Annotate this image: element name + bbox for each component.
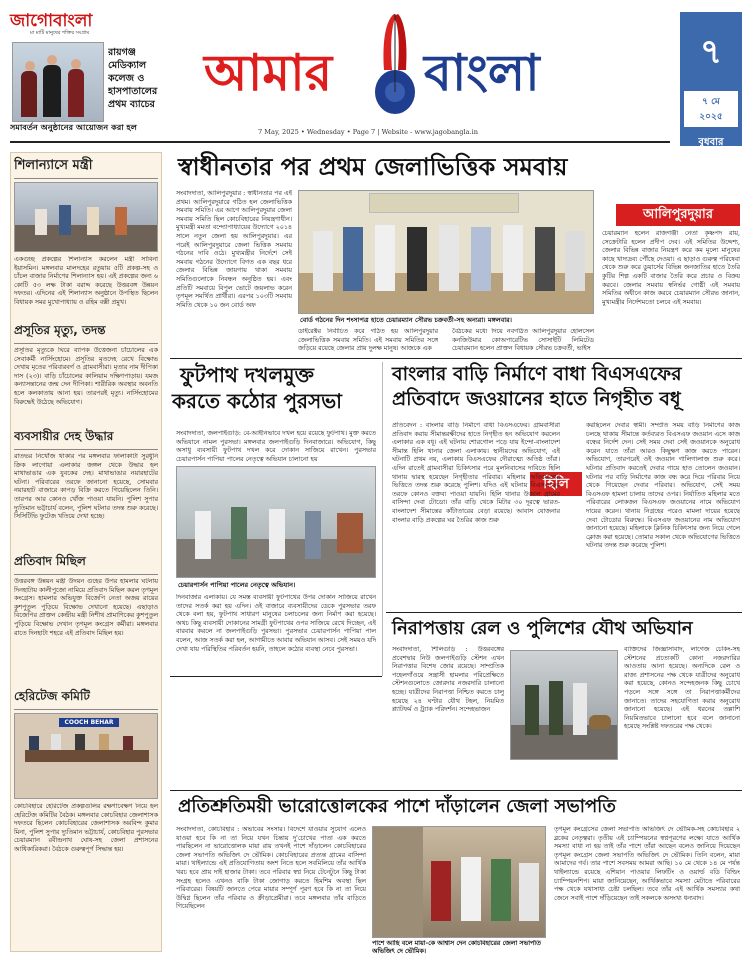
- page-number: ৭: [699, 32, 723, 72]
- story-column: ডাইরেক্টর নির্বাচিত করে গঠিত হয় আলিপুরদুয়ার জেলাভিত্তিক সমবায় সমিতি। এই সমবায় সমিতির সঙ্গে জড়িয়ে রয়েছে জেলার প্রায় দুলক্ষ মানুষ। আজকে এক: [298, 328, 438, 353]
- story-column: সংবাদদাতা, আলিপুরদুয়ার : স্বাধীনতার পর এই প্রথম। আলিপুরদুয়ারে গঠিত হল জেলাভিত্তিক সমবায় সমিতি। এর আগে আলিপুরদুয়ার জেলা সমবায় সমিতি ছিল কোচবিহারের নিয়ন্ত্রণাধীন। মুখ্যমন্ত্রী মমতা বন্দ্যোপাধ্যায়ের উদ্যোগে ২০১৪ সালে নতুন জেলা হয় আলিপুরদুয়ার। এর পরেই আলিপুরদুয়ারে জেলা ভিত্তিক সমবায় গঠনের দাবি ওঠে। মুখ্যমন্ত্রীর নির্দেশে সেই সমবায় গঠনের উদ্যোগে বিগত এক বছর ধরে জেলার বিভিন্ন জায়গায় থাকা সমবায় সমিতিগুলোকে নিবন্ধন অনুষ্ঠিত হয়। এবং প্রতিটি সমবায়ে বিপুল ভোটে জয়লাভ করেন তৃণমূল সমর্থিত প্রার্থীরা। এরপর ১০৩টি সমবায় সমিতি থেকে ১০ জন বোর্ড অফ: [176, 190, 292, 309]
- weekday: বুধবার: [698, 137, 724, 148]
- photo-caption: পাশে আছি বলে মায়া-কে আশ্বাস দেন কোচবিহারের জেলা সভাপতি অভিজিৎ দে ভৌমিক।: [372, 940, 541, 955]
- convocation-photo: [12, 42, 104, 122]
- photo-caption: চেয়ারপার্সন পাপিয়া পালের নেতৃত্বে অভিযান।: [178, 581, 296, 589]
- story-headline: করতে কঠোর পুরসভা: [172, 389, 342, 413]
- brief-foundation[interactable]: [14, 156, 158, 333]
- corner-brand: জাগোবাংলা: [10, 11, 93, 31]
- brief-protest-march[interactable]: [14, 553, 158, 698]
- story-headline: স্বাধীনতার পর প্রথম জেলাভিত্তিক সমবায়: [178, 153, 568, 181]
- story-footpath[interactable]: [170, 362, 378, 653]
- story-headline: নিরাপত্তায় রেল ও পুলিশের যৌথ অভিযান: [392, 618, 693, 639]
- story-column: বৈঠকের মধ্যে দিয়ে নবগঠিত আলিপুরদুয়ার হোলসেল কনজিউমার কোঅপারেটিভ সোসাইটি লিমিটেড চেয়ারম্যান হলেন প্রাক্তন বিধায়ক সৌরভ চক্রবর্তী, ভাইস: [452, 328, 594, 353]
- brief-title: শিলান্যাসে মন্ত্রী: [14, 156, 158, 179]
- story-column: তৃণমূল কংগ্রেসের জেলা সভাপতি অভিজিৎ দে ভৌমিক-সহ কোচবিহার ২ ব্লকের নেতৃত্বরা। তৃতীয় এই চ্যাম্পিয়নের স্বপ্নপূরণের লক্ষ্যে যাতে আর্থিক সমস্যা বাধা না হয় তাই তাঁর পাশে তাঁরা আছেন বলেও জানিয়ে দিয়েছেন তৃণমূল কংগ্রেস জেলা সভাপতি অভিজিৎ দে ভৌমিক। তিনি বলেন, মায়া আমাদের গর্ব। তার পাশে সবসময় আমরা আছি। ১০ মে থেকে ১৪ মে পর্যন্ত থাইল্যান্ডে রয়েছে এশিয়ান পাওয়ার লিফটিং ও ওয়ার্ল্ড বডি বিল্ডিং চ্যাম্পিয়নশিপ। মায়া জানিয়েছেন, আর্থিকভাবে সমস্যা মেটাতে পরিবারের পক্ষ থেকে যথাসাধ্য চেষ্টা চলছিল। তবে তাঁর এই আর্থিক সমস্যার কথা জেনে সবাই পাশে দাঁড়িয়েছেন তাই সকলকে অসংখ্য ধন্যবাদ।: [554, 826, 740, 902]
- photo-caption: বোর্ড গঠনের দিন শংসাপত্র হাতে চেয়ারম্যান সৌরভ চক্রবর্তী-সহ অন্যরা। মঙ্গলবার।: [300, 316, 512, 324]
- logo-left: আমার: [204, 44, 333, 102]
- story-column: ব্যক্তিদের জিজ্ঞাসাবাদ, লাগেজ চেকিং-সহ স্টেশনের প্রত্যেকটি কোনা নজরদারির আওতায় আনা হয়েছে। অন্যদিকে রেল ও রাজ্য প্রশাসনের পক্ষ থেকে যাত্রীদের অনুরোধ করা হয়েছে, কোনও সন্দেহজনক কিছু চোখে পড়লে সঙ্গে সঙ্গে তা নিরাপত্তাকর্মীদের জানাতে। তাদের সহযোগিতা করার অনুরোধ জানানো হয়েছে। এই ধরনের তল্লাশি নিয়মিতভাবে চালানো হবে বলে জানানো হয়েছে সংশ্লিষ্ট দফতরের পক্ষ থেকে।: [624, 646, 740, 731]
- story-column: দিনবাজার এলাকায়। যে সমস্ত ব্যবসায়ী ফুটপাথের উপর দোকান সাজিয়ে রাখেন তাদের সতর্ক করা হয় এদিন। ওই বাজারে ব্যবসায়ীদের ডেকে পুরসভার তরফ থেকে বলা হয়, ফুটপাথ সাধারণ মানুষের চলাচলের জন্য নির্মাণ করা হয়েছে। অথচ কিছু ব্যবসায়ী দোকানের সামগ্রী ফুটপাথের ওপর সাজিয়ে রেখে দিচ্ছেন, এই বারবার করলে না জলপাইগুড়ি পুরসভা। পুরসভার চেয়ারপার্সন পাপিয়া পাল বলেন, আজ সতর্ক করা হল, আগামীতে আবার অভিযান আসব। সেই সময়ও যদি দেখা যায় পরিস্থিতির পরিবর্তন হয়নি, তাহলে কঠোর ব্যবস্থা নেবে পুরসভা।: [176, 594, 376, 653]
- dateline: 7 May, 2025 • Wednesday • Page 7 | Website - www.jagobangla.in: [258, 128, 478, 136]
- date-bn: ৭ মে: [702, 97, 720, 107]
- masthead-logo[interactable]: [198, 22, 660, 122]
- story-column: চেয়ারম্যান হলেন রাজগঞ্জী নেতা কৃষ্ণপদ রায়, সেক্রেটারি হলেন প্রদীপ দেব। এই সমিতির উদ্দেশ্য, জেলার বিভিন্ন বাজার নিয়ন্ত্রণ করে কম মূল্যে মানুষের কাছে খাদ্যদ্রব্য পৌঁছে দেওয়া। এ ছাড়াও গুরুত্ব পরিষেবা থেকে শুরু করে ডুয়ার্সের বিভিন্ন জনজাতির হাতে তৈরি কুটির শিল্প একটি বাজার তৈরি করে প্রচার ও বিক্রয় করবে। জেলার সমবায় স্বনির্ভর গোষ্ঠী এই সমবায় সমিতির অধীনে কাজ করবে চেয়ারম্যান সৌরভ জানান, মুখ্যমন্ত্রীর নির্দেশমতো চলবে এই সমবায়।: [602, 230, 740, 306]
- ektara-icon: [370, 10, 420, 122]
- photo-banner: COOCH BEHAR: [59, 718, 119, 727]
- footpath-drive-photo: [176, 466, 376, 578]
- heritage-meeting-photo: [14, 713, 158, 799]
- brief-text: কোচবিহারে হেরিটেজ প্রকল্পগুলির রক্ষণাবেক্ষণ নিয়ে হল হেরিটেজ কমিটির বৈঠক। মঙ্গলবার কোচবিহার জেলাশাসক দফতরে ছিলেন কোচবিহারের জেলাশাসক অরবিন্দ কুমার মিনা, পুলিশ সুপার দ্যুতিমান ভট্টাচার্য, কোচবিহার পুরসভার চেয়ারম্যান রবীন্দ্রনাথ ঘোষ-সহ জেলা প্রশাসনের আধিকারিকরা। বৈঠকে গুরুত্বপূর্ণ সিদ্ধান্ত হয়।: [14, 803, 158, 853]
- story-bsf[interactable]: [386, 362, 742, 610]
- place-tag: হিলি: [530, 472, 582, 496]
- story-column: করছিলেন দেবার স্বামী। সম্প্রতি সময় বাড়ি নির্মাণের কাজ চলছে থাকায় সীমান্তে কর্তব্যরত বিএসএফ জওয়ান এসে কাজ বন্ধের নির্দেশ দেন। সেই সময় দেবা সেই জওয়ানকে অনুরোধ করেন যাতে তাঁরা আরও কিছুক্ষণ কাজ করতে পারেন। অভিযোগ, তারপরেই ওই জওয়ান গালিগালাজ শুরু করে। ঘটনার প্রতিবাদ করতেই দেবার গায়ে হাত তোলেন জওয়ান। ঘটনার পর বাড়ি নির্মাণের কাজ বন্ধ করে দিয়ে পরিবার নিয়ে থেকে গিয়েছেন দেবার পরিবার। অভিযোগ, সেই সময় বিএসএফ হামলা চালায় তাদের ওপর। নির্যাতিত মহিলার মতে পরিবারের লোকজন বিএসএফ জওয়ানের নামে অভিযোগ দায়ের করেন। থানায় নিগ্রহের পরেও মামলা দায়ের হয়েছে দেবা টোডোর বিরুদ্ধে। বিএসএফ জওয়ানের নাম অভিযোগ জানানো হয়েছে। মহিলাকে ক্লিনিক চিকিৎসার জন্য নিয়ে গেলে ক্লোজ করা হয়েছে। তোমার সকাল থেকে অভিযোগের ভিত্তিতে ঘটনার তদন্ত শুরু করেছে পুলিশ।: [586, 422, 740, 550]
- brief-trader-body[interactable]: [14, 428, 158, 565]
- brief-heritage-committee[interactable]: [14, 688, 158, 873]
- story-headline: প্রতিশ্রুতিময়ী ভারোত্তোলকের পাশে দাঁড়ালেন জেলা সভাপতি: [178, 796, 616, 817]
- story-column: সংবাদদাতা, কোচবিহার : অভাবের সংসার। বিদেশে যাওয়ার সুযোগ এলেও যাওয়া হবে কি না তা নিয়ে যখন চিন্তায় দু'চোখের পাতা এক করতে পারছিলেন না ভারোত্তোলক মায়া রায় তখনই পাশে দাঁড়ালেন কোচবিহারের জেলা সভাপতি অভিজিৎ দে ভৌমিক। কোচবিহারের প্রত্যন্ত গ্রামের বাসিন্দা মায়া। থাইল্যান্ডে এই প্রতিযোগিতায় অংশ নিতে হলে সবমিলিয়ে তাঁর আর্থিক খরচ হবে প্রায় দাই হাজার টাকা। তবে পরিবার স্বপ্ন নিয়ে টেনেটুনে কিছু টাকা সংগ্রহ হলেও এখনও বাকি টাকা জোগাড় করতে হিমশিম অবস্থা ছিল পরিবারের। বিষয়টি জানতে পেরে মায়ার সম্পূর্ণ পূরণ হবে কি না তা নিয়ে উদ্বিগ্ন ছিলেন তাঁর পরিবার ও ক্রীড়াপ্রেমীরা। তবে মঙ্গলবার তাঁর বাড়িতে গিয়েছিলেন: [176, 826, 366, 911]
- story-rail-security[interactable]: [386, 616, 742, 788]
- corner-story: রায়গঞ্জ মেডিক্যাল কলেজ ও হাসপাতালের প্রথম ব্যাচের: [108, 47, 158, 110]
- brief-text: উত্তরবঙ্গ উন্নয়ন মন্ত্রী উদয়ন গুহের উপর হামলার ঘটনায় দিনহাটায় কালীপুজো নামিয়ে প্রতিবাদ মিছিল করল তৃণমূল কংগ্রেস। হামলার অভিযুক্ত বিজেপি নেতা অজয় রায়ের কুশপুতুল পুড়িয়ে বিক্ষোভ দেখানো হয়েছে। এছাড়াও বিজেপির প্রাক্তন কেন্দ্রীয় মন্ত্রী নিশীথ প্রামাণিকের কুশপুতুল পুড়িয়ে বিক্ষোভ দেখান তৃণমূল কংগ্রেস কর্মীরা। মঙ্গলবার রাতে দিনহাটা শহরে এই প্রতিবাদ মিছিল হয়।: [14, 578, 158, 637]
- corner-headline[interactable]: সমাবর্তন অনুষ্ঠানের আয়োজন করা হল: [10, 122, 137, 132]
- corner-promo[interactable]: [10, 12, 170, 137]
- brief-text: রাতভর নিখোঁজ থাকার পর মঙ্গলবার ফালাকাটা সুরধুনি ক্রিক লাগোয়া এলাকার জঙ্গল থেকে উদ্ধার হল মাথাভাঙার এক যুবকের দেহ। মাথাভাঙার নয়ারহাটের ঘটনা। পরিবারের তরফে জানানো হয়েছে, সোমবার নয়ারহাট বাজারে কাপড় বিক্রি করতে গিয়েছিলেন তিনি। তারপর আর কোনও খোঁজ পাওয়া যায়নি। পুলিশ সুপার দ্যুতিমান ভট্টাচার্য বলেন, পুলিশ ঘটনার তদন্ত শুরু করেছে। সিসিটিভি ফুটেজ খতিয়ে দেখা হচ্ছে।: [14, 453, 158, 521]
- page-number-box: [680, 12, 742, 146]
- district-tag: আলিপুরদুয়ার: [616, 204, 740, 226]
- brief-title: হেরিটেজ কমিটি: [14, 688, 158, 710]
- rail-patrol-photo: [510, 650, 618, 760]
- story-headline: বাংলার বাড়ি নির্মাণে বাধা বিএসএফের: [392, 363, 682, 385]
- story-column: সংবাদদাতা, জলপাইগুড়ি: বে-আইনিভাবে দখল হয়ে রয়েছে ফুটপাথ। মুক্ত করতে অভিযানে নামল পুরসভা। মঙ্গলবার জলপাইগুড়ি দিনবাজারে। অভিযোগ, কিছু অসাধু ব্যবসায়ী ফুটপাথ দখল করে দোকান সাজিয়ে রাখেন। পুরসভার চেয়ারপার্সন পাপিয়া পালের নেতৃত্বে অভিযান চালানো হয়: [176, 430, 376, 463]
- brief-title: প্রসূতির মৃত্যু, তদন্ত: [14, 322, 158, 344]
- cooperative-board-photo: [298, 190, 594, 314]
- story-headline: ফুটপাথ দখলমুক্ত: [180, 363, 314, 387]
- story-column: সংবাদদাতা, শিলিগুড়ি : উত্তরবঙ্গের প্রবেশদ্বার নিউ জলপাইগুড়ি স্টেশন এখন নিরাপত্তার বিশেষ জোর রয়েছে। সাম্প্রতিক পহেলগাঁওয়ে সন্ত্রাসী হামলার পরিপ্রেক্ষিতে স্টেশনগুলোতে জোরদার নজরদারি চালানো হচ্ছে। যাত্রীদের নিরাপত্তা নিশ্চিত করতে চালু হয়েছে ২৪ ঘণ্টার যৌথ টহল, নিয়মিত প্ল্যাটফর্ম ও ট্র্যাক পরিদর্শন। সন্দেহভাজন: [392, 646, 504, 714]
- story-headline: প্রতিবাদে জওয়ানের হাতে নিগৃহীত বধূ: [392, 388, 681, 410]
- brief-maternal-death[interactable]: [14, 322, 158, 441]
- brief-text: প্রসূতির মৃত্যুকে ঘিরে ব্যাপক উত্তেজনা চাঁচোলের এক সেবাকর্মী নার্সিংহোমে। প্রসূতির মৃতদেহ রেখে বিক্ষোভ দেখায় মৃতের পরিবারবর্গ ও গ্রামবাসীরা। মৃতার নাম দীপিকা দাস (২৩)। বাড়ি চাঁচোলের কালিয়াম দক্ষিণপাড়ায়। যমজ কন্যাসন্তানের জন্ম দেন দীপিকা। শারীরিক অবস্থার অবনতি হলে কলকাতায় আনা হয়। তারপরই মৃত্যু। নার্সিংহোমের বিরুদ্ধেই উঠেছে অভিযোগ।: [14, 347, 158, 406]
- story-column: প্রতিবেদন : বাংলার বাড়ি নির্মাণে বাধা বিএসএফের। গ্রামবাসীরা প্রতিবাদ করায় সীমান্তরক্ষীদের হাতে নিগৃহীত হন অভিযোগ করলেন এলাকার এক বধূ। এই ঘটনায় শোরগোল পড়ে যায় ইন্দো-বাংলাদেশ সীমান্ত হিলি থানার জেলা এলাকায়। স্থানীয়দের অভিযোগ, এই ঘটনাটি প্রথম নয়, এলাকায় বিএসএফের দৌরাত্ম্যে অতিষ্ঠ তাঁরা। এদিন রাতেই গ্রামবাসীরা চিকিৎসার পরে মূলনিবাসের দাবিতে হিলি থানায় দ্বারস্থ হয়েছেন নিগৃহীতার পরিবার। মহিলার অভিযোগের ভিত্তিতে তদন্ত শুরু করেছে পুলিশ। যদিও এই ঘটনায় বিএসএফের তরফে কোনও বক্তব্য পাওয়া যায়নি। হিলি থানার উজাল গ্রামের বাসিন্দা দেবা টোডো। তাঁর বাড়ি থেকে মিটার ৩০ দূরত্বে ভারত-বাংলাদেশ সীমান্তের কাঁটাতারের বেড়া রয়েছে। আবাস যোজনার বাংলার বাড়ি প্রকল্পের ঘর তৈরির কাজ শুরু: [392, 422, 560, 524]
- story-weightlifter[interactable]: [170, 792, 742, 954]
- foundation-photo: [14, 182, 158, 252]
- corner-tagline: মা মাটি মানুষের শক্তির সংগ্রাম: [30, 30, 90, 36]
- story-cooperative[interactable]: [170, 150, 742, 358]
- weightlifter-photo: [372, 826, 546, 938]
- brief-title: প্রতিবাদ মিছিল: [14, 553, 158, 575]
- logo-right: বাংলা: [424, 44, 540, 102]
- brief-text: একগুচ্ছ প্রকল্পের শিলান্যাস করলেন মন্ত্রী সাবিনা ইয়াসমিন। মঙ্গলবার মালদহের রতুয়ায় ৫টি প্রকল্প-সহ ও চাঁচল বাজার নির্মাণের শিলান্যাস হয়। এই প্রকল্পের জন্য ৬ কোটি ৫৩ লক্ষ টাকা বরাদ্দ করেছে উত্তরবঙ্গ উন্নয়ন দফতর। এদিনের এই শিলান্যাস অনুষ্ঠানে উপস্থিত ছিলেন বিধায়ক সমর মুখোপাধ্যায় ও রহিম বক্সী প্রমুখ।: [14, 256, 158, 306]
- brief-title: ব্যবসায়ীর দেহ উদ্ধার: [14, 428, 158, 450]
- year-bn: ২০২৫: [699, 112, 723, 122]
